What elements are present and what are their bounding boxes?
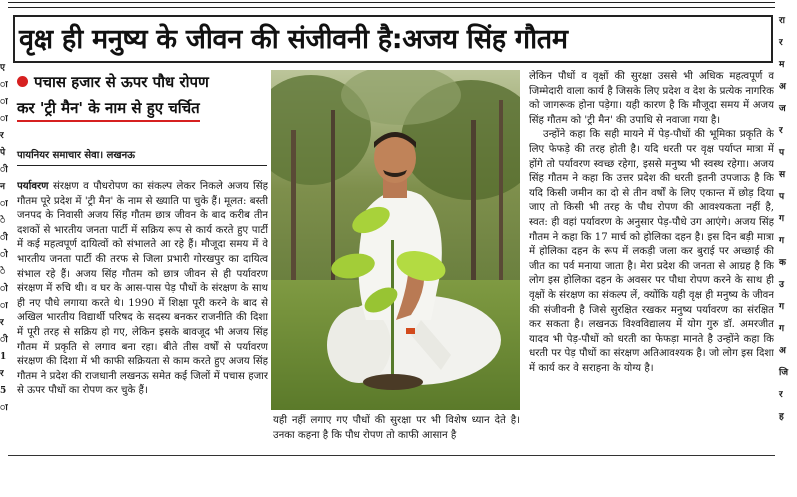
- subheading-line-2: कर 'ट्री मैन' के नाम से हुए चर्चित: [17, 98, 200, 122]
- margin-fragment: ग: [779, 302, 785, 312]
- bottom-rule: [8, 455, 775, 456]
- margin-fragment: र: [779, 126, 783, 136]
- margin-fragment: अ: [779, 346, 786, 356]
- column-1-body: संरक्षण व पौधरोपण का संकल्प लेकर निकले अजय सिंह गौतम पूरे प्रदेश में 'ट्री मैन' के नाम से ख्याति पा चुके हैं। मूलत: बस्ती जनपद के निवासी अजय सिंह गौतम छात्र जीवन के बाद करीब तीन दशकों से भारतीय जनता पार्टी में सक्रिय रूप से कार्य करते हुए पार्टी में कई महत्वपूर्ण दायित्वों को संभालते आ रहे हैं। मौजूदा समय में वे भारतीय जनता पार्टी की तरफ से जिला प्रभारी गोरखपुर का दायित्व संभाल रहे हैं। अजय सिंह गौतम को छात्र जीवन से ही पर्यावरण संरक्षण में रुचि थी। व घर के आस-पास पेड़ पौधों के संरक्षण के साथ ही नए पौधे लगाया करते थे। 1990 में शिक्षा पूरी करने के बाद से अखिल भारतीय विद्यार्थी परिषद के सदस्य बनकर राजनीति की दिशा में पूरी तरह से सक्रिय हो गए, लेकिन इसके बावजूद भी अजय सिंह गौतम में प्रकृति से लगाव बना रहा। बीते तीस वर्षों से पर्यावरण संरक्षण की दिशा में भी काफी सक्रियता से काम करते हुए अजय सिंह गौतम ने प्रदेश की राजधानी लखनऊ समेत कई जिलों में पचास हजार से ऊपर पौधों का रोपण कर चुके हैं।: [17, 181, 268, 397]
- photo-illustration: [271, 70, 520, 410]
- margin-fragment: े: [0, 267, 6, 277]
- photo-caption: यही नहीं लगाए गए पौधों की सुरक्षा पर भी विशेष ध्यान देते है। उनका कहना है कि पौध रोपण तो काफी आसान है: [273, 415, 520, 441]
- margin-fragment: ग: [779, 324, 785, 334]
- paragraph: लेकिन पौधों व वृक्षों की सुरक्षा उससे भी अधिक महत्वपूर्ण व जिम्मेदारी वाला कार्य है जिसके लिए प्रदेश व देश के प्रत्येक नागरिक को जागरूक होना पड़ेगा। यही कारण है कि मौजूदा समय में अजय सिंह गौतम को 'ट्री मैन' की उपाधि से नवाजा गया है।: [529, 71, 774, 126]
- margin-fragment: जि: [779, 368, 789, 378]
- margin-fragment: 1: [0, 352, 7, 362]
- top-rule: [8, 2, 775, 8]
- margin-fragment: प: [779, 148, 785, 158]
- margin-fragment: र: [0, 369, 4, 379]
- right-margin-fragments: [775, 10, 797, 450]
- article-column-3: [529, 70, 774, 452]
- subheading-line-1: [17, 72, 209, 92]
- margin-fragment: र: [0, 131, 4, 141]
- margin-fragment: ी: [0, 165, 8, 175]
- subheading-text-1: पचास हजार से ऊपर पौध रोपण: [34, 73, 209, 91]
- margin-fragment: े: [0, 216, 6, 226]
- article-photo: [271, 70, 520, 410]
- byline: पायनियर समाचार सेवा। लखनऊ: [17, 147, 267, 166]
- margin-fragment: उ: [779, 280, 784, 290]
- bullet-dot-icon: [17, 76, 28, 87]
- margin-fragment: ो: [0, 250, 8, 260]
- page-title: वृक्ष ही मनुष्य के जीवन की संजीवनी है:अजय सिंह गौतम: [19, 24, 568, 55]
- margin-fragment: ा: [0, 199, 8, 209]
- margin-fragment: अ: [779, 82, 786, 92]
- margin-fragment: प: [779, 192, 785, 202]
- margin-fragment: ा: [0, 301, 8, 311]
- margin-fragment: ा: [0, 403, 8, 413]
- paragraph: उन्होंने कहा कि सही मायने में पेड़-पौधों की भूमिका प्रकृति के लिए फेफड़े की तरह होती है। यदि धरती पर वृक्ष पर्याप्त मात्रा में होंगे तो पर्यावरण स्वच्छ रहेगा, इससे मनुष्य भी स्वस्थ रहेगा। अजय सिंह गौतम ने कहा कि उत्तर प्रदेश की धरती इतनी उपजाऊ है कि यदि किसी जमीन का दो से तीन वर्षों के लिए एकान्त में छोड़ दिया जाए तो किसी भी तरह के पौध रोपण की आवश्यकता नहीं है, स्वत: ही वहां पर्यावरण के अनुसार पेड़-पौधे उग आएंगे। अजय सिंह गौतम ने कहा कि 17 मार्च को होलिका दहन है। इस दिन बड़ी मात्रा में होलिका दहन के रूप में लकड़ी जला कर बुराई पर अच्छाई की जीत का पर्व मनाया जाता है। मेरा प्रदेश की जनता से आग्रह है कि लोग इस होलिका दहन के अवसर पर पौधा रोपण करने के साथ ही वृक्षों के संरक्षण का संकल्प लें, क्योंकि यही वृक्ष ही मनुष्य के जीवन की संजीवनी है जिसे सुरक्षित रखकर मनुष्य पर्यावरण का संरक्षित कर सकता है। लखनऊ विश्वविद्यालय में योग गुरु डॉ. अमरजीत यादव भी पेड़-पौधों को धरती का फेफड़ा मानते है उन्होंने कहा कि धरती पर पेड़ पौधों का संरक्षण अतिआवश्यक है। जो लोग इस दिशा में कार्य कर वे सराहना के योग्य है।: [529, 129, 774, 374]
- margin-fragment: रा: [779, 16, 786, 26]
- margin-fragment: र: [0, 318, 4, 328]
- margin-fragment: ए: [0, 63, 5, 73]
- margin-fragment: ी: [0, 233, 8, 243]
- margin-fragment: ा: [0, 97, 8, 107]
- margin-fragment: स: [779, 170, 786, 180]
- margin-fragment: ज: [779, 104, 786, 114]
- left-margin-fragments: [0, 60, 11, 440]
- margin-fragment: र: [779, 390, 783, 400]
- margin-fragment: म: [779, 60, 785, 70]
- margin-fragment: ह: [779, 412, 784, 422]
- article-column-1: [17, 179, 268, 449]
- margin-fragment: 5: [0, 386, 7, 396]
- margin-fragment: ी: [0, 335, 8, 345]
- margin-fragment: ा: [0, 80, 8, 90]
- margin-fragment: ग: [779, 236, 785, 246]
- lead-word: पर्यावरण: [17, 180, 49, 192]
- margin-fragment: र: [779, 38, 783, 48]
- margin-fragment: न: [0, 182, 5, 192]
- margin-fragment: ग: [779, 214, 785, 224]
- margin-fragment: ो: [0, 284, 8, 294]
- margin-fragment: ा: [0, 114, 8, 124]
- margin-fragment: क: [779, 258, 786, 268]
- margin-fragment: पे: [0, 148, 6, 158]
